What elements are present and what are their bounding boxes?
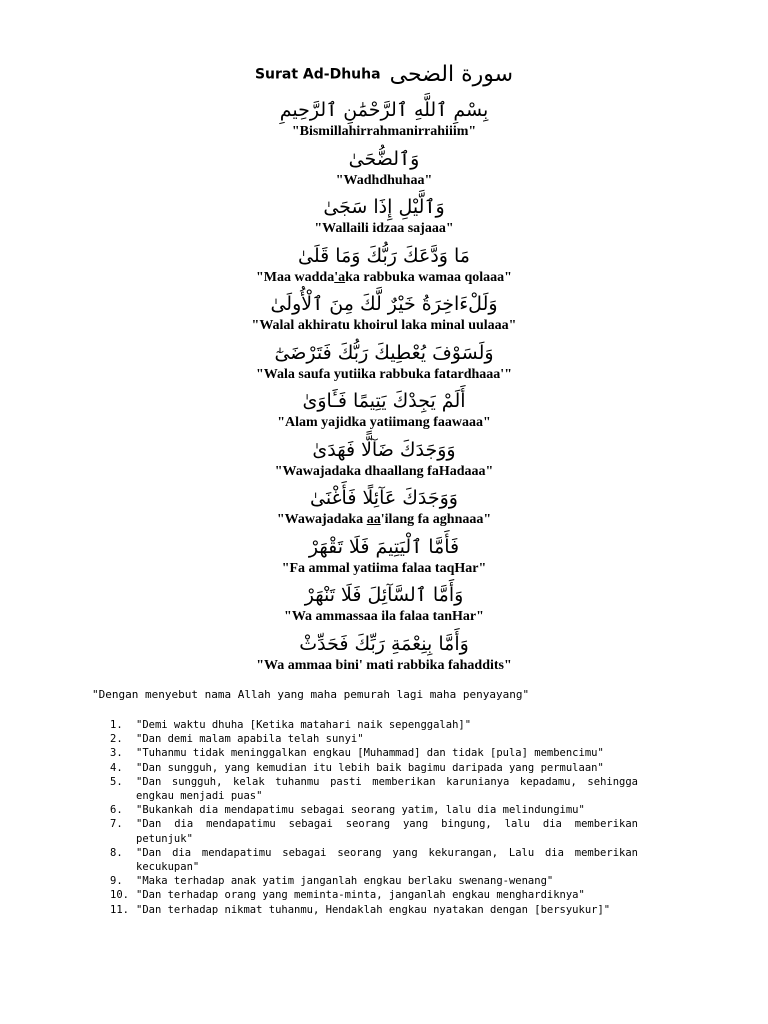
verse — [0, 193, 768, 242]
transliteration-text: "Wadhdhuhaa" — [335, 172, 433, 188]
list-item — [110, 874, 638, 888]
verse-arabic: وَوَجَدَكَ عَآئِلًا فَأَغْنَىٰ — [310, 487, 458, 509]
verse — [0, 339, 768, 388]
list-item — [110, 846, 638, 874]
verse — [0, 290, 768, 339]
list-item — [110, 746, 638, 760]
list-number: 4. — [110, 761, 123, 774]
translation-text: "Dan terhadap orang yang meminta-minta, janganlah engkau menghardiknya" — [136, 889, 585, 902]
verse — [0, 436, 768, 485]
list-number: 1. — [110, 719, 123, 731]
transliteration-text: ka rabbuka wamaa qolaaa" — [345, 269, 512, 285]
verse-arabic: وَٱلضُّحَىٰ — [348, 147, 420, 170]
verse — [0, 533, 768, 582]
verse — [0, 242, 768, 291]
transliteration-text: "Wa ammaa bini' mati rabbika fahaddits" — [256, 657, 512, 673]
list-item — [110, 903, 638, 917]
verse-arabic: فَأَمَّا ٱلْيَتِيمَ فَلَا تَقْهَرْ — [308, 535, 460, 558]
list-number: 7. — [110, 818, 123, 831]
translation-text: "Bukankah dia mendapatimu sebagai seorang yatim, lalu dia melindungimu" — [136, 804, 585, 817]
verse — [0, 484, 768, 533]
transliteration-text: "Wawajadaka — [276, 512, 367, 527]
list-item — [110, 817, 638, 845]
translation-text: "Dan demi malam apabila telah sunyi" — [136, 733, 364, 746]
verse-transliteration — [0, 221, 768, 237]
list-number: 10. — [110, 889, 129, 902]
verse-transliteration — [0, 318, 768, 334]
list-number: 5. — [110, 775, 123, 788]
translation-text: "Dan sungguh, kelak tuhanmu pasti memberikan karunianya kepadamu, sehingga engkau menjadi puas" — [136, 775, 638, 803]
verse-arabic: أَلَمْ يَجِدْكَ يَتِيمًا فَـَٔاوَىٰ — [302, 390, 466, 412]
translation-text: "Demi waktu dhuha [Ketika matahari naik sepenggalah]" — [136, 719, 472, 731]
transliteration-text: "Walal akhiratu khoirul laka minal uulaaa" — [251, 318, 517, 333]
title-arabic: سورة الضحى — [389, 62, 514, 87]
title-latin: Surat Ad-Dhuha — [254, 66, 381, 83]
verse-transliteration — [0, 512, 768, 528]
verse-arabic: وَلَسَوْفَ يُعْطِيكَ رَبُّكَ فَتَرْضَىٰٓ — [274, 341, 494, 364]
list-number: 3. — [110, 747, 123, 760]
verse-arabic: مَا وَدَّعَكَ رَبُّكَ وَمَا قَلَىٰ — [298, 244, 470, 267]
verse-list — [0, 96, 768, 678]
verse-transliteration — [0, 464, 768, 480]
verse — [0, 387, 768, 436]
verse-transliteration — [0, 367, 768, 383]
list-item — [110, 775, 638, 803]
translation-text: "Tuhanmu tidak meninggalkan engkau [Muhammad] dan tidak [pula] membencimu" — [136, 747, 604, 760]
translation-text: "Dan sungguh, yang kemudian itu lebih baik bagimu daripada yang permulaan" — [136, 761, 604, 774]
list-number: 8. — [110, 846, 123, 859]
verse — [0, 630, 768, 679]
transliteration-text: "Wa ammassaa ila falaa tanHar" — [284, 609, 484, 624]
transliteration-text: 'ilang fa aghnaaa" — [380, 512, 492, 527]
verse-transliteration — [0, 658, 768, 674]
list-number: 6. — [110, 804, 123, 817]
list-item — [110, 718, 638, 732]
basmala-translation: "Dengan menyebut nama Allah yang maha pemurah lagi maha penyayang" — [92, 688, 530, 701]
verse-transliteration — [0, 124, 768, 140]
list-number: 9. — [110, 875, 123, 888]
transliteration-text: "Wawajadaka dhaallang faHadaaa" — [274, 463, 494, 479]
verse-arabic: بِسْمِ ٱللَّهِ ٱلرَّحْمَٰنِ ٱلرَّحِيمِ — [279, 99, 489, 121]
transliteration-text: "Wala saufa yutiika rabbuka fatardhaaa'" — [256, 366, 512, 382]
verse-arabic: وَأَمَّا بِنِعْمَةِ رَبِّكَ فَحَدِّثْ — [299, 632, 469, 655]
verse-transliteration — [0, 609, 768, 625]
verse-arabic: وَأَمَّا ٱلسَّآئِلَ فَلَا تَنْهَرْ — [304, 584, 464, 606]
verse-transliteration — [0, 415, 768, 431]
transliteration-underlined: 'a — [334, 269, 346, 285]
verse — [0, 145, 768, 194]
transliteration-text: "Fa ammal yatiima falaa taqHar" — [281, 560, 487, 576]
translation-text: "Dan dia mendapatimu sebagai seorang yang bingung, lalu dia memberikan petunjuk" — [136, 818, 638, 845]
list-number: 2. — [110, 733, 123, 746]
transliteration-text: "Alam yajidka yatiimang faawaaa" — [277, 415, 491, 430]
list-item — [110, 732, 638, 746]
translation-text: "Dan terhadap nikmat tuhanmu, Hendaklah engkau nyatakan dengan [bersyukur]" — [136, 903, 611, 916]
list-item — [110, 888, 638, 902]
translation-list — [110, 718, 638, 917]
verse-arabic: وَوَجَدَكَ ضَآلًّا فَهَدَىٰ — [312, 438, 456, 461]
verse — [0, 581, 768, 630]
verse-transliteration — [0, 561, 768, 577]
verse-arabic: وَٱلَّيْلِ إِذَا سَجَىٰ — [323, 196, 445, 218]
translation-text: "Maka terhadap anak yatim janganlah engkau berlaku swenang-wenang" — [136, 875, 554, 888]
page-title — [0, 62, 768, 87]
list-item — [110, 803, 638, 817]
verse-transliteration — [0, 270, 768, 286]
transliteration-text: "Bismillahirrahmanirrahiiim" — [291, 124, 477, 139]
list-number: 11. — [110, 903, 129, 916]
transliteration-text: "Wallaili idzaa sajaaa" — [314, 221, 454, 236]
transliteration-underlined: aa — [366, 512, 381, 527]
transliteration-text: "Maa wadda — [256, 269, 335, 285]
verse-transliteration — [0, 173, 768, 189]
translation-text: "Dan dia mendapatimu sebagai seorang yang kekurangan, Lalu dia memberikan kecukupan" — [136, 846, 638, 874]
list-item — [110, 761, 638, 775]
verse — [0, 96, 768, 145]
verse-arabic: وَلَلْءَاخِرَةُ خَيْرٌ لَّكَ مِنَ ٱلْأُولَىٰ — [270, 293, 498, 315]
